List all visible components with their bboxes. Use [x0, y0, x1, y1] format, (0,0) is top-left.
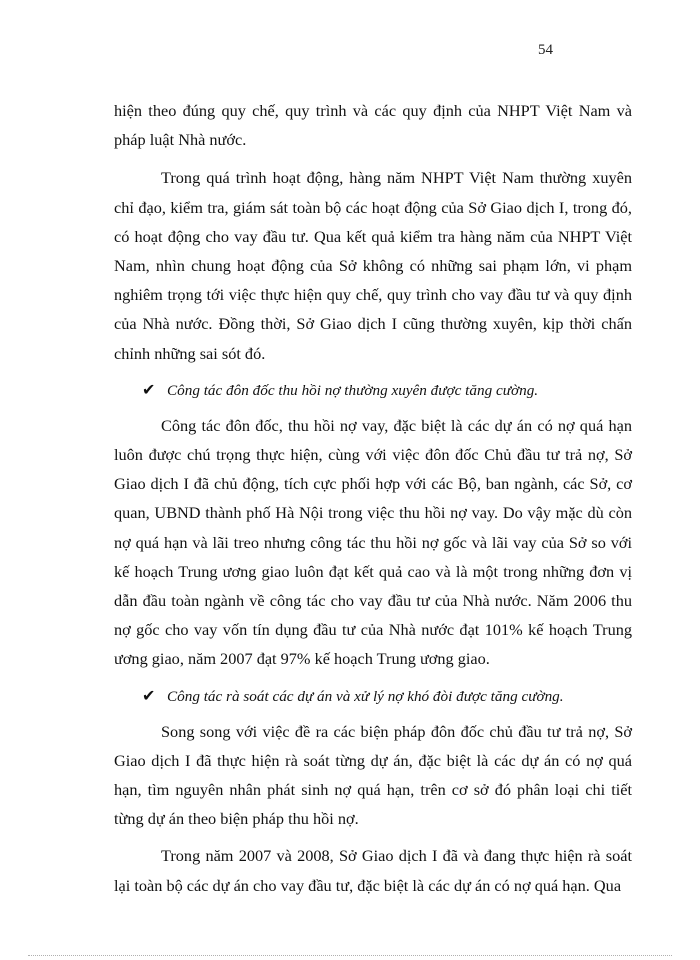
bullet-debt-collection: [114, 376, 632, 405]
paragraph-project-review: Song song với việc đề ra các biện pháp đôn đốc chủ đầu tư trả nợ, Sở Giao dịch I đã thực hiện rà soát từng dự án, đặc biệt là các dự án có nợ quá hạn, tìm nguyên nhân phát sinh nợ quá hạn, trên cơ sở đó phân loại chi tiết từng dự án theo biện pháp thu hồi nợ.: [114, 721, 632, 829]
check-icon: ✔: [142, 687, 156, 705]
page-number: 54: [538, 42, 553, 58]
paragraph-continuation: hiện theo đúng quy chế, quy trình và các quy định của NHPT Việt Nam và pháp luật Nhà nước.: [114, 101, 632, 150]
check-icon: ✔: [142, 381, 156, 399]
paragraph-supervision: Trong quá trình hoạt động, hàng năm NHPT Việt Nam thường xuyên chỉ đạo, kiểm tra, giám sát toàn bộ các hoạt động của Sở Giao dịch I, trong đó, có hoạt động cho vay đầu tư. Qua kết quả kiểm tra hàng năm của NHPT Việt Nam, nhìn chung hoạt động của Sở không có những sai phạm lớn, vi phạm nghiêm trọng tới việc thực hiện quy chế, quy trình cho vay đầu tư và quy định của Nhà nước. Đồng thời, Sở Giao dịch I cũng thường xuyên, kịp thời chấn chỉnh những sai sót đó.: [114, 168, 632, 363]
bullet-text: Công tác rà soát các dự án và xử lý nợ khó đòi được tăng cường.: [167, 687, 564, 705]
bullet-text: Công tác đôn đốc thu hồi nợ thường xuyên được tăng cường.: [167, 381, 539, 399]
document-body: [114, 96, 632, 908]
paragraph-debt-collection: Công tác đôn đốc, thu hồi nợ vay, đặc biệt là các dự án có nợ quá hạn luôn được chú trọng thực hiện, cùng với việc đôn đốc Chủ đầu tư trả nợ, Sở Giao dịch I đã chủ động, tích cực phối hợp với các Bộ, ban ngành, các Sở, cơ quan, UBND thành phố Hà Nội trong việc thu hồi nợ vay. Do vậy mặc dù còn nợ quá hạn và lãi treo nhưng công tác thu hồi nợ gốc và lãi vay của Sở so với kế hoạch Trung ương giao luôn đạt kết quả cao và là một trong những đơn vị dẫn đầu toàn ngành về công tác cho vay đầu tư của Nhà nước. Năm 2006 thu nợ gốc cho vay vốn tín dụng đầu tư của Nhà nước đạt 101% kế hoạch Trung ương giao, năm 2007 đạt 97% kế hoạch Trung ương giao.: [114, 415, 632, 669]
bullet-project-review: [114, 682, 632, 711]
page-bottom-divider: [28, 955, 672, 956]
paragraph-review-2007-2008: Trong năm 2007 và 2008, Sở Giao dịch I đã và đang thực hiện rà soát lại toàn bộ các dự án cho vay đầu tư, đặc biệt là các dự án có nợ quá hạn. Qua: [114, 846, 632, 895]
